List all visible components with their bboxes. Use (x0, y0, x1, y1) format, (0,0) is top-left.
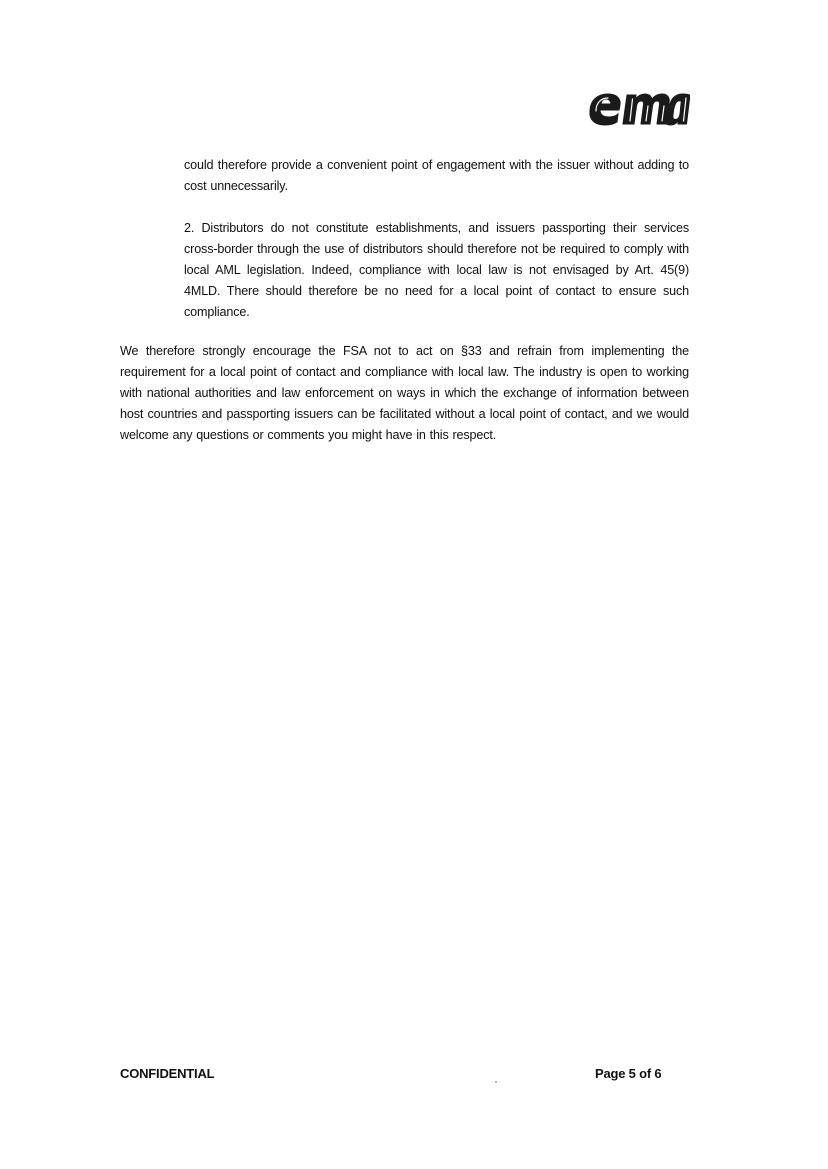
paragraph-point-2: 2. Distributors do not constitute establishments, and issuers passporting their services cross-border through the use of distributors should therefore not be required to comply with local AML legislation. Indeed, compliance with local law is not envisaged by Art. 45(9) 4MLD. There should therefore be no need for a local point of contact to ensure such compliance. (184, 221, 689, 319)
scan-speck (495, 1081, 497, 1083)
paragraph-continuation: could therefore provide a convenient point of engagement with the issuer without adding to cost unnecessarily. (184, 158, 689, 193)
paragraph-conclusion: We therefore strongly encourage the FSA not to act on §33 and refrain from implementing the requirement for a local point of contact and compliance with local law. The industry is open to working with national authorities and law enforcement on ways in which the exchange of information between host countries and passporting issuers can be facilitated without a local point of contact, and we would welcome any questions or comments you might have in this respect. (120, 344, 689, 442)
ema-logo-mark (584, 84, 690, 130)
footer-classification: CONFIDENTIAL (120, 1066, 215, 1081)
ema-logo (584, 84, 690, 130)
logo-text (584, 130, 585, 131)
footer-page-number: Page 5 of 6 (595, 1066, 662, 1081)
